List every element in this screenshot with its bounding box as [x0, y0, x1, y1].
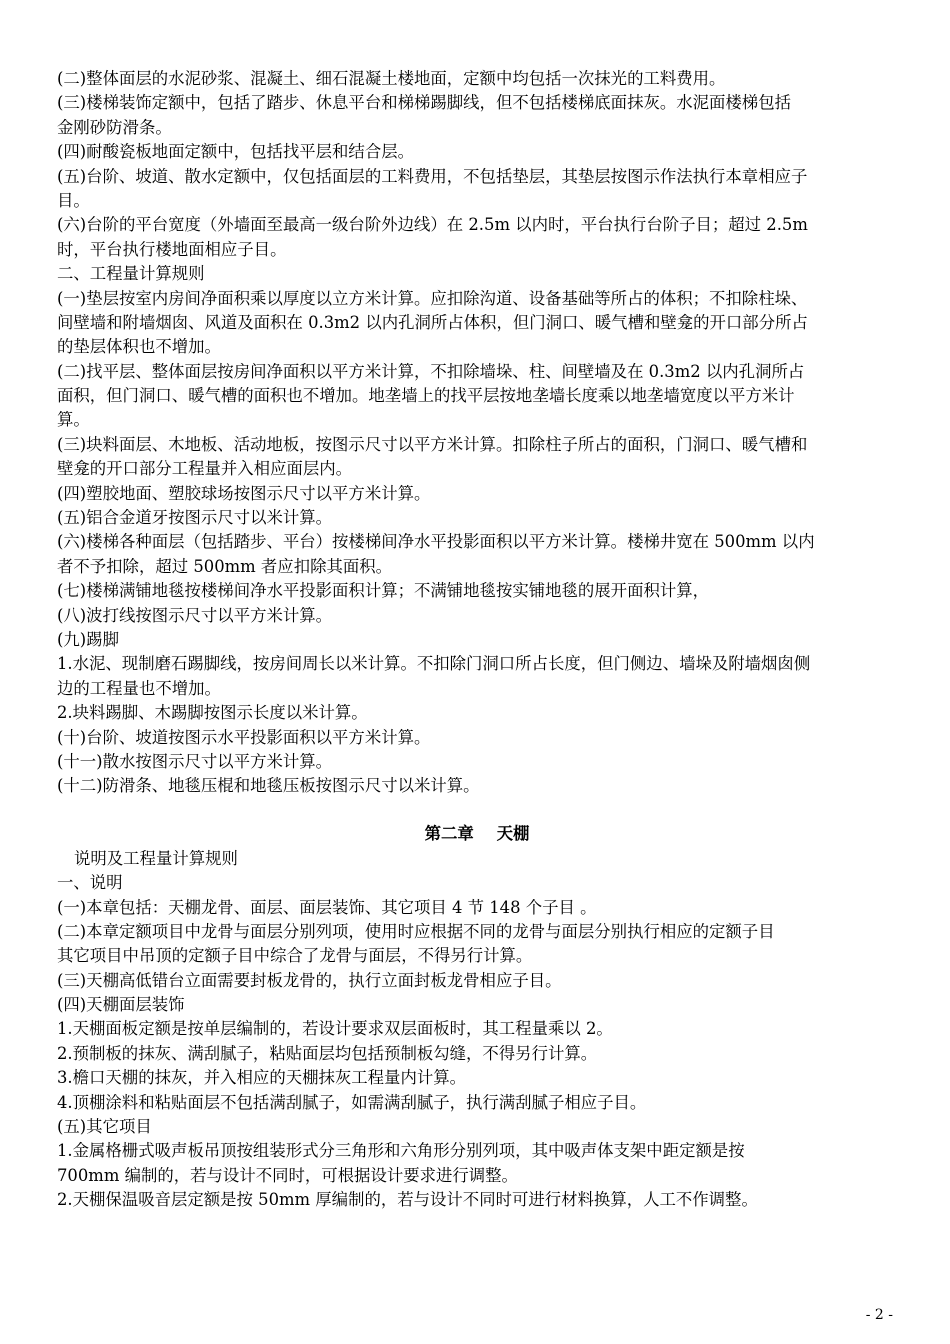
text-line: (二)整体面层的水泥砂浆、混凝土、细石混凝土楼地面，定额中均包括一次抹光的工料费用。 [57, 69, 726, 88]
document-body [57, 67, 897, 1213]
text-line: 2.块料踢脚、木踢脚按图示长度以米计算。 [57, 703, 368, 723]
text-line: (五)其它项目 [57, 1117, 152, 1137]
text-line: 1.水泥、现制磨石踢脚线，按房间周长以米计算。不扣除门洞口所占长度，但门侧边、墙垛及附墙烟囱侧 [57, 654, 811, 674]
text-line: 2.预制板的抹灰、满刮腻子，粘贴面层均包括预制板勾缝，不得另行计算。 [57, 1043, 598, 1063]
text-line: (三)楼梯装饰定额中，包括了踏步、休息平台和梯梯踢脚线，但不包括楼梯底面抹灰。水泥面楼梯包括 [57, 93, 791, 113]
text-line: 1.金属格栅式吸声板吊顶按组装形式分三角形和六角形分别列项，其中吸声体支架中距定额是按 [57, 1141, 745, 1161]
text-line: (一)垫层按室内房间净面积乘以厚度以立方米计算。应扣除沟道、设备基础等所占的体积；不扣除柱垛、 [57, 288, 808, 308]
text-line: 壁龛的开口部分工程量并入相应面层内。 [57, 459, 353, 479]
text-line: (十)台阶、坡道按图示水平投影面积以平方米计算。 [57, 727, 431, 747]
text-line: 算。 [57, 410, 90, 430]
text-line: (六)台阶的平台宽度（外墙面至最高一级台阶外边线）在 2.5m 以内时，平台执行台阶子目；超过 2.5m [57, 215, 808, 235]
chapter-subtitle: 说明及工程量计算规则 [74, 848, 238, 868]
text-line: (十一)散水按图示尺寸以平方米计算。 [57, 751, 333, 771]
text-line: (三)块料面层、木地板、活动地板，按图示尺寸以平方米计算。扣除柱子所占的面积，门洞口、暖气槽和 [57, 434, 808, 454]
text-line: 面积，但门洞口、暖气槽的面积也不增加。地垄墙上的找平层按地垄墙长度乘以地垄墙宽度以平方米计 [57, 386, 795, 406]
text-line: 4.顶棚涂料和粘贴面层不包括满刮腻子，如需满刮腻子，执行满刮腻子相应子目。 [57, 1092, 647, 1112]
text-line: (四)耐酸瓷板地面定额中，包括找平层和结合层。 [57, 142, 414, 162]
ceiling-section [57, 871, 897, 1212]
text-line: 者不予扣除，超过 500mm 者应扣除其面积。 [57, 556, 393, 576]
text-line: 其它项目中吊顶的定额子目中综合了龙骨与面层，不得另行计算。 [57, 946, 533, 966]
text-line: 2.天棚保温吸音层定额是按 50mm 厚编制的，若与设计不同时可进行材料换算，人工不作调整。 [57, 1190, 758, 1210]
text-line: 1.天棚面板定额是按单层编制的，若设计要求双层面板时，其工程量乘以 2。 [57, 1019, 613, 1039]
floor-rules-section [57, 67, 897, 799]
text-line: 边的工程量也不增加。 [57, 678, 221, 698]
text-line: (二)本章定额项目中龙骨与面层分别列项，使用时应根据不同的龙骨与面层分别执行相应的定额子目 [57, 921, 775, 941]
text-line: (一)本章包括：天棚龙骨、面层、面层装饰、其它项目 4 节 148 个子目 。 [57, 897, 597, 917]
text-line: (十二)防滑条、地毯压棍和地毯压板按图示尺寸以米计算。 [57, 776, 480, 796]
text-line: (二)找平层、整体面层按房间净面积以平方米计算，不扣除墙垛、柱、间壁墙及在 0.3m2 以内孔洞所占 [57, 361, 805, 381]
text-line: (七)楼梯满铺地毯按楼梯间净水平投影面积计算；不满铺地毯按实铺地毯的展开面积计算， [57, 581, 710, 601]
text-line: 目。 [57, 190, 90, 210]
text-line: 一、说明 [57, 873, 123, 893]
text-line: (五)铝合金道牙按图示尺寸以米计算。 [57, 508, 333, 528]
text-line: 3.檐口天棚的抹灰，并入相应的天棚抹灰工程量内计算。 [57, 1068, 467, 1088]
text-line: 二、工程量计算规则 [57, 264, 205, 284]
text-line: 间壁墙和附墙烟囱、风道及面积在 0.3m2 以内孔洞所占体积，但门洞口、暖气槽和壁龛的开口部分所占 [57, 312, 808, 332]
page-number: - 2 - [865, 1307, 893, 1323]
text-line: 金刚砂防滑条。 [57, 117, 172, 137]
chapter-title: 第二章 天棚 [424, 823, 530, 843]
text-line: 的垫层体积也不增加。 [57, 337, 221, 357]
text-line: (六)楼梯各种面层（包括踏步、平台）按楼梯间净水平投影面积以平方米计算。楼梯井宽在 500mm 以内 [57, 532, 815, 552]
text-line: 时，平台执行楼地面相应子目。 [57, 239, 287, 259]
text-line: (四)塑胶地面、塑胶球场按图示尺寸以平方米计算。 [57, 483, 431, 503]
text-line: (三)天棚高低错台立面需要封板龙骨的，执行立面封板龙骨相应子目。 [57, 970, 562, 990]
text-line: (九)踢脚 [57, 629, 119, 649]
text-line: (五)台阶、坡道、散水定额中，仅包括面层的工料费用，不包括垫层，其垫层按图示作法执行本章相应子 [57, 166, 808, 186]
text-line: 700mm 编制的，若与设计不同时，可根据设计要求进行调整。 [57, 1165, 518, 1185]
text-line: (四)天棚面层装饰 [57, 995, 185, 1015]
text-line: (八)波打线按图示尺寸以平方米计算。 [57, 605, 333, 625]
